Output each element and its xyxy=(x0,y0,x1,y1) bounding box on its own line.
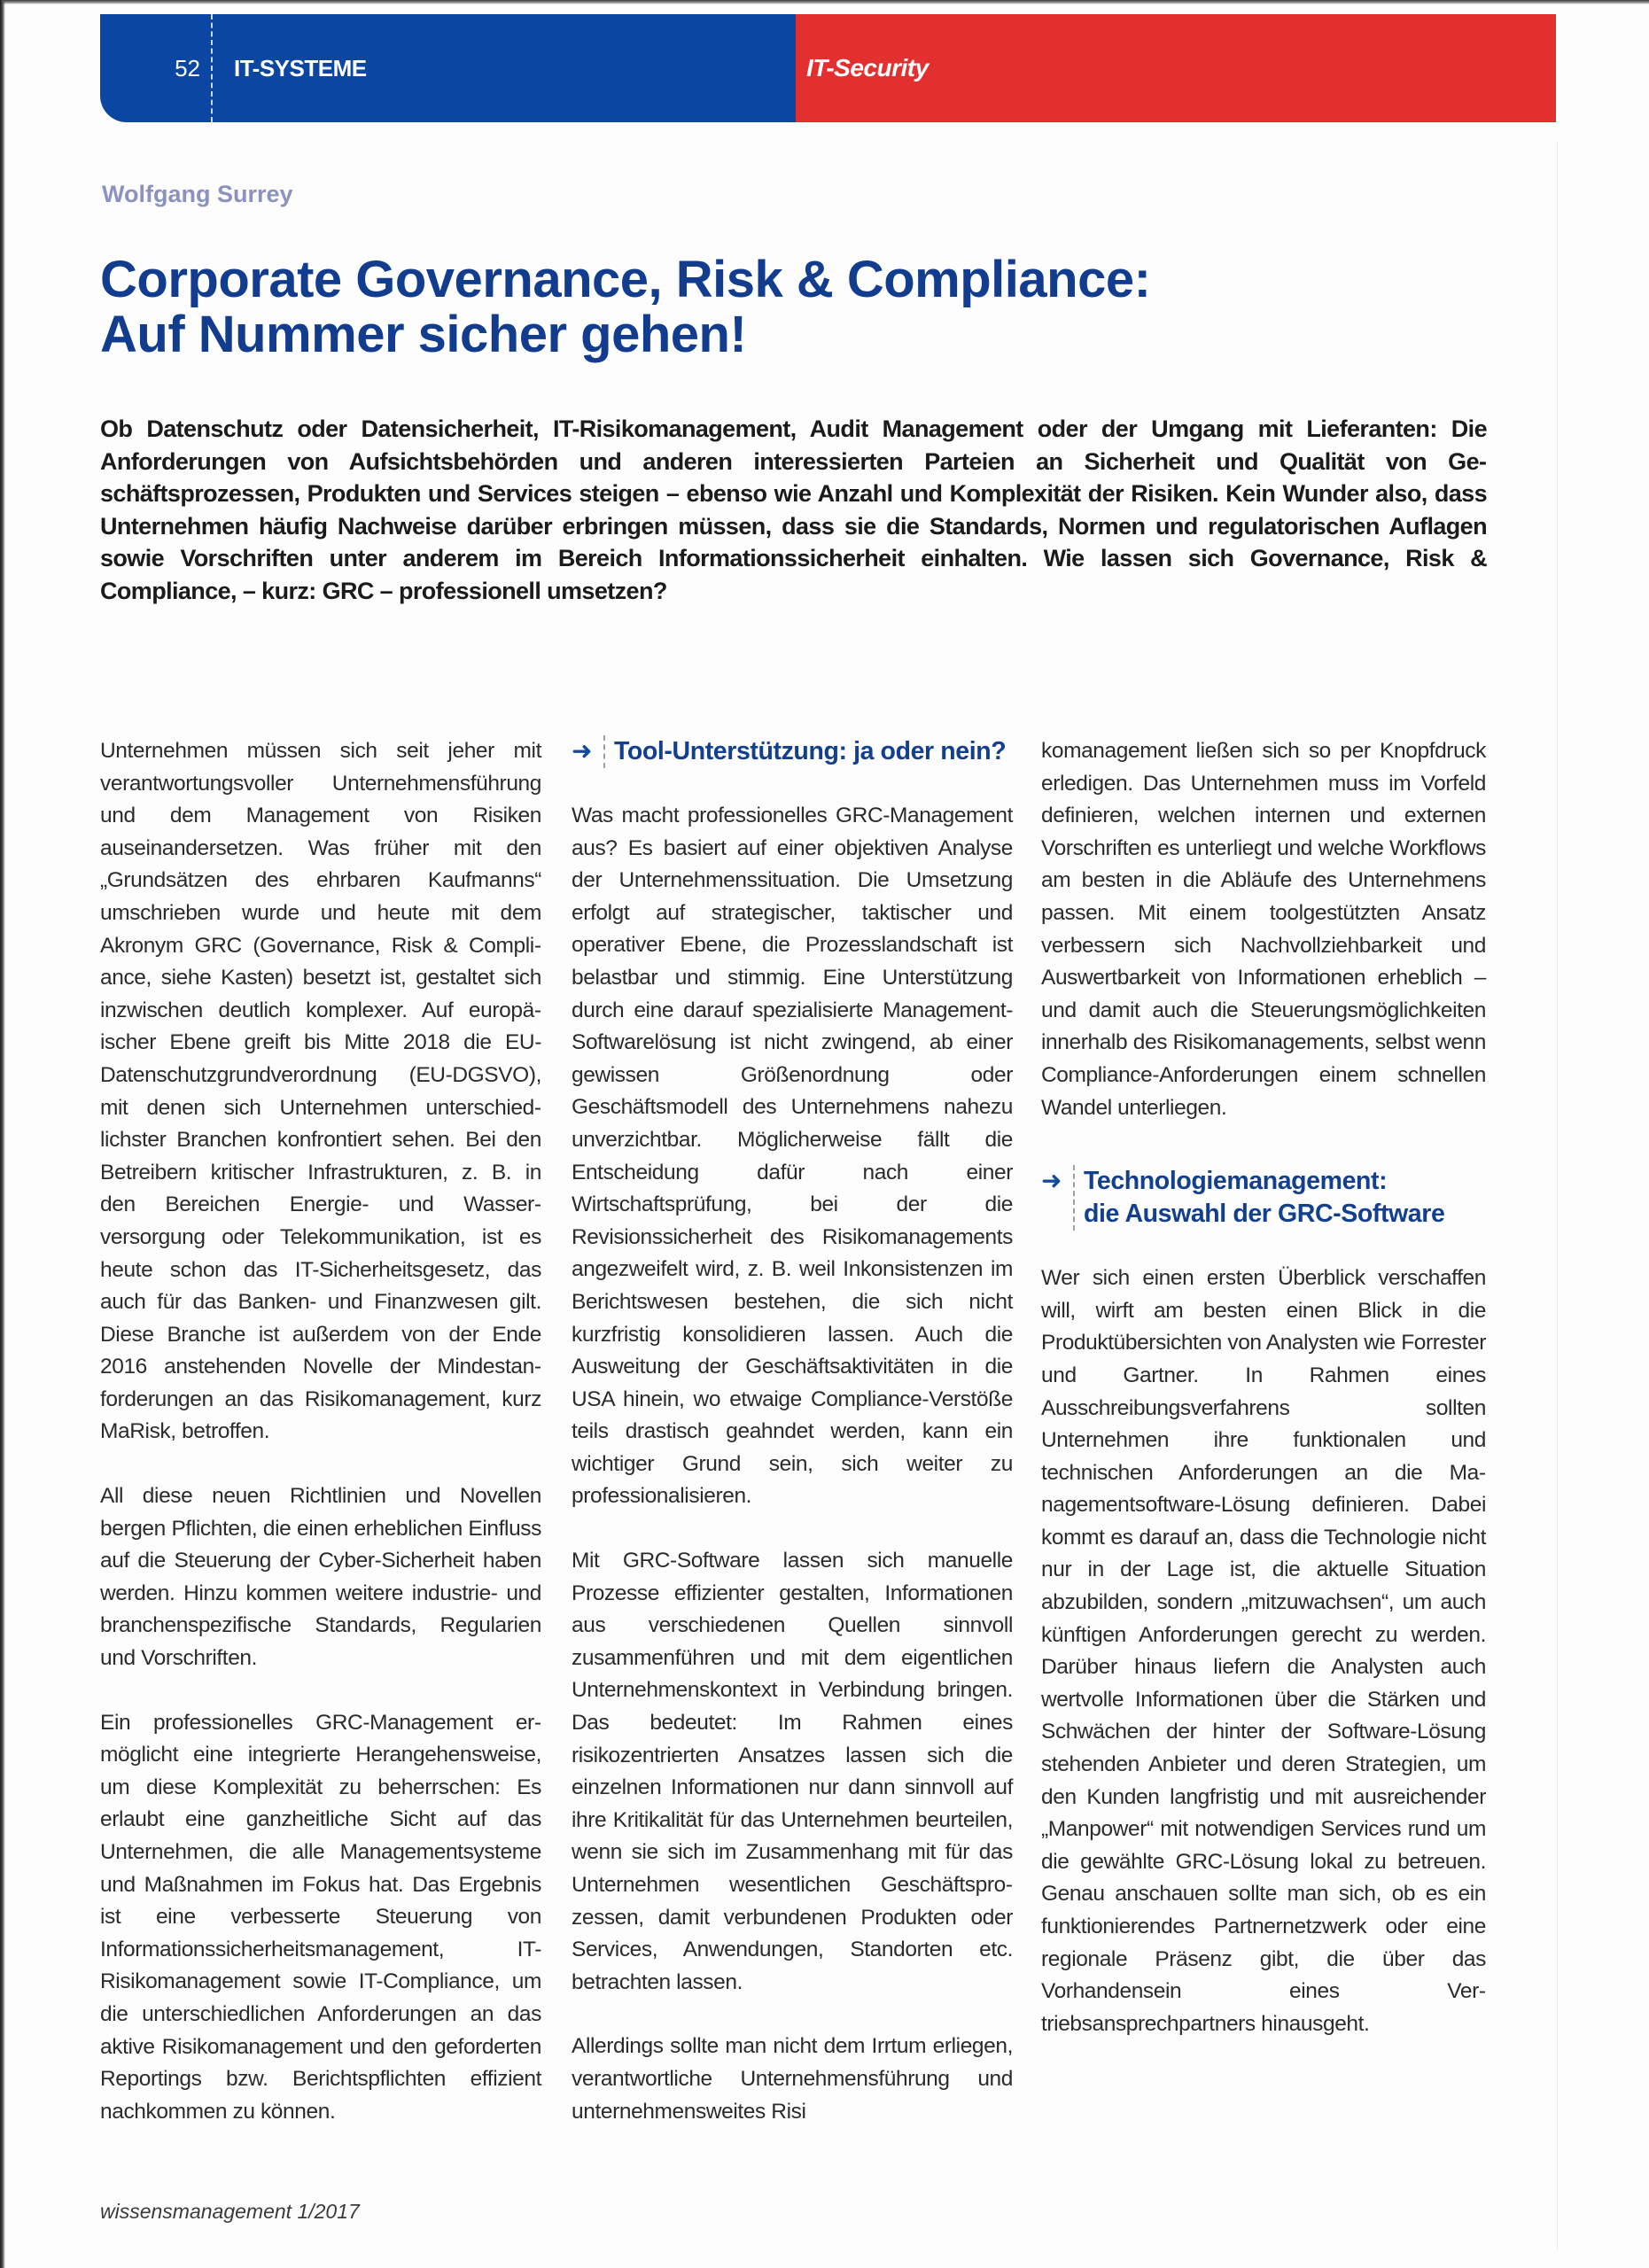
body-paragraph: All diese neuen Richtlinien und Novellen bergen Pflichten, die einen erheblichen Einfluss auf die Steuerung der Cyber-Sicherheit haben werden. Hinzu kommen weitere industrie- und branchenspezifische Standards, Regularien und Vorschriften. xyxy=(100,1484,541,1671)
publication-footer: wissensmanagement 1/2017 xyxy=(100,2200,360,2223)
subheading-divider xyxy=(603,735,605,768)
section-label: IT-SYSTEME xyxy=(234,54,367,82)
column-1 xyxy=(100,735,541,2160)
lead-paragraph: Ob Datenschutz oder Datensicherheit, IT-Risikomanagement, Audit Management oder der Umgang mit Lieferanten: Die Anforderungen von Aufsichtsbehörden und anderen interessierten Parteien an Sicherheit und Qualität von Geschäftsprozessen, Produkten und Services steigen – ebenso wie Anzahl und Komplexität der Risiken. Kein Wunder also, dass Unternehmen häufig Nachweise darüber erbringen müssen, dass sie die Standards, Normen und regulatorischen Auflagen sowie Vorschriften unter anderem im Bereich Informationssicherheit einhalten. Wie lassen sich Governance, Risk & Compliance, – kurz: GRC – professionell umsetzen? xyxy=(100,416,1487,604)
body-paragraph: Unternehmen müssen sich seit jeher mit verantwortungsvoller Unternehmensführung und dem Management von Risiken auseinandersetzen. Was früher mit den „Grundsätzen des ehrbaren Kaufmanns“ umschrieben wurde und heute mit dem Akronym GRC (Governance, Risk & Compliance, siehe Kasten) besetzt ist, gestaltet sich inzwischen deutlich komplexer. Auf europäischer Ebene greift bis Mitte 2018 die EU-Datenschutzgrundverordnung (EU-DGSVO), mit denen sich Unternehmen unterschiedlichster Branchen konfrontiert sehen. Bei den Betreibern kritischer Infrastrukturen, z. B. in den Bereichen Energie- und Wasserversorgung oder Telekommunikation, ist es heute schon das IT-Sicherheitsgesetz, das auch für das Banken- und Finanzwesen gilt. Diese Branche ist außerdem von der Ende 2016 anstehenden Novelle der Mindestanforderungen an das Risikomanagement, kurz MaRisk, betroffen. xyxy=(100,739,541,1444)
page-number: 52 xyxy=(175,54,200,82)
body-paragraph: Was macht professionelles GRC-Management aus? Es basiert auf einer objektiven Analyse der Unternehmenssituation. Die Umsetzung erfolgt auf strategischer, taktischer und operativer Ebene, die Prozesslandschaft ist belastbar und stimmig. Eine Unterstützung durch eine darauf spezialisierte Management-Softwarelösung ist nicht zwingend, ab einer gewissen Größenordnung oder Geschäftsmodell des Unternehmens nahezu unverzichtbar. Möglicherweise fällt die Entscheidung dafür nach einer Wirtschaftsprüfung, bei der die Revisionssicherheit des Risikomanagements angezweifelt wird, z. B. weil Inkonsistenzen im Berichtswesen bestehen, die sich nicht kurzfristig konsolidieren lassen. Auch die Ausweitung der Geschäftsaktivitäten in die USA hinein, wo etwaige Compliance-Verstöße teils drastisch geahndet werden, kann ein wichtiger Grund sein, sich weiter zu professionalisieren. xyxy=(572,804,1013,1509)
scan-shadow-left xyxy=(0,0,5,2268)
arrow-right-icon: ➜ xyxy=(1041,1167,1062,1195)
body-paragraph: Ein professionelles GRC-Management ermöglicht eine integrierte Herangehensweise, um diese Komplexität zu beherrschen: Es erlaubt eine ganzheitliche Sicht auf das Unternehmen, die alle Managementsysteme und Maßnahmen im Fokus hat. Das Ergebnis ist eine verbesserte Steuerung von Informationssicherheitsmanagement, IT-Risikomanagement sowie IT-Compliance, um die unterschiedlichen Anforderungen an das aktive Risikomanagement und den geforderten Reportings bzw. Berichtspflichten effizient nachkommen zu können. xyxy=(100,1710,541,2124)
author-name: Wolfgang Surrey xyxy=(102,181,293,207)
subheading-technology-management xyxy=(1041,1165,1486,1231)
column-3 xyxy=(1041,735,1486,2072)
body-paragraph: Wer sich einen ersten Überblick verschaffen will, wirft am besten einen Blick in die Produktübersichten von Analysten wie Forrester und Gartner. In Rahmen eines Ausschreibungsverfahrens sollten Unternehmen ihre funktionalen und technischen Anforderungen an die Managementsoftware-Lösung definieren. Dabei kommt es darauf an, dass die Technologie nicht nur in der Lage ist, die aktuelle Situation abzubilden, sondern „mitzuwachsen“, um auch künftigen Anforderungen gerecht zu werden. Darüber hinaus liefern die Analysten auch wertvolle Informationen über die Stärken und Schwächen der hinter der Software-Lösung stehenden Anbieter und deren Strategien, um den Kunden langfristig und mit ausreichender „Manpower“ mit notwendigen Services rund um die gewählte GRC-Lösung lokal zu betreuen. Genau anschauen sollte man sich, ob es ein funktionierendes Partnernetzwerk oder eine regionale Präsenz gibt, die über das Vorhandensein eines Vertriebsansprechpartners hinausgeht. xyxy=(1041,1266,1486,2036)
subheading-text: Tool-Unterstützung: ja oder nein? xyxy=(614,737,1007,765)
arrow-right-icon: ➜ xyxy=(572,737,593,765)
category-label: IT-Security xyxy=(806,54,929,82)
subheading-divider xyxy=(1073,1165,1075,1231)
title-line-1: Corporate Governance, Risk & Compliance: xyxy=(100,251,1151,308)
header-category-block xyxy=(796,14,1556,122)
article-title xyxy=(100,252,1474,362)
title-line-2: Auf Nummer sicher gehen! xyxy=(100,306,747,363)
scan-shadow-top xyxy=(0,0,1649,4)
page-edge-line xyxy=(1557,142,1558,2250)
subheading-line-2: die Auswahl der GRC-Software xyxy=(1084,1200,1445,1229)
subheading-line-1: Technologiemanagement: xyxy=(1084,1167,1388,1196)
page-header xyxy=(100,14,1556,122)
subheading-tool-support xyxy=(572,735,1013,768)
header-section-block xyxy=(100,14,796,122)
body-paragraph: komanagement ließen sich so per Knopfdruck erledigen. Das Unternehmen muss im Vorfeld definieren, welchen internen und externen Vorschriften es unterliegt und welche Workflows am besten in die Abläufe des Unternehmens passen. Mit einem toolgestützten Ansatz verbessern sich Nachvollziehbarkeit und Auswertbarkeit von Informationen erheblich – und damit auch die Steuerungsmöglichkeiten innerhalb des Risikomanagements, selbst wenn Compliance-Anforderungen einem schnellen Wandel unterliegen. xyxy=(1041,739,1486,1120)
body-paragraph: Mit GRC-Software lassen sich manuelle Prozesse effizienter gestalten, Informationen aus verschiedenen Quellen sinnvoll zusammenführen und mit dem eigentlichen Unternehmenskontext in Verbindung bringen. Das bedeutet: Im Rahmen eines risikozentrierten Ansatzes lassen sich die einzelnen Informationen nur dann sinnvoll auf ihre Kritikalität für das Unternehmen beurteilen, wenn sie sich im Zusammenhang mit für das Unternehmen wesentlichen Geschäftsprozessen, damit verbundenen Produkten oder Services, Anwendungen, Standorten etc. betrachten lassen. xyxy=(572,1549,1013,1994)
column-2 xyxy=(572,735,1013,2160)
subheading-text xyxy=(1084,1165,1444,1231)
body-paragraph: Allerdings sollte man nicht dem Irrtum erliegen, verantwortliche Unternehmensführung und unternehmensweites Risi xyxy=(572,2034,1013,2124)
